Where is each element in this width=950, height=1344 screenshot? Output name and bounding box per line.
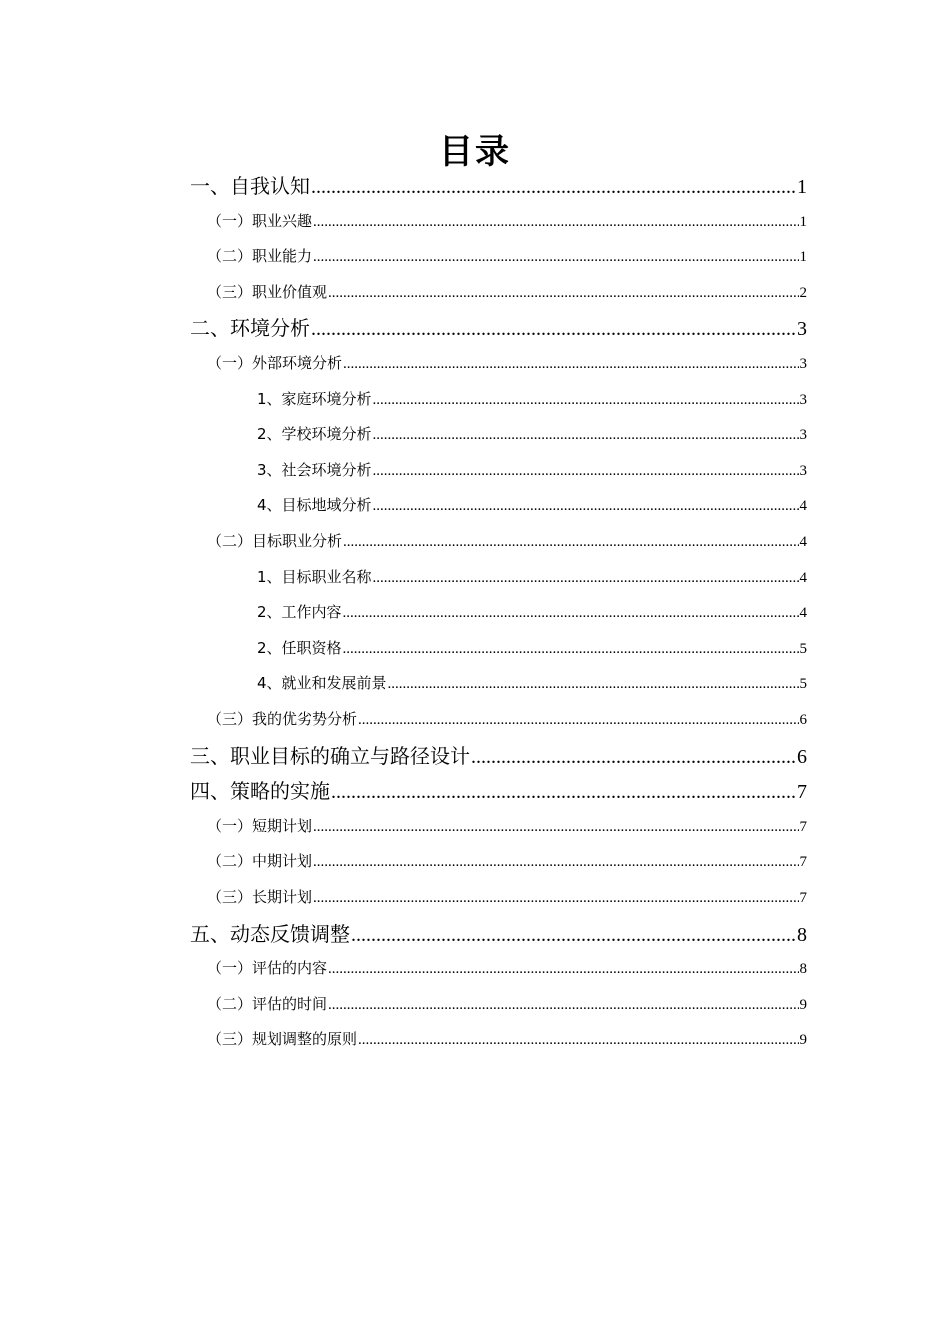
toc-entry-label: （二）中期计划 bbox=[207, 852, 313, 871]
toc-entry[interactable] bbox=[207, 210, 807, 231]
toc-dot-leader bbox=[373, 498, 799, 515]
toc-dot-leader bbox=[328, 285, 798, 302]
toc-entry[interactable] bbox=[190, 775, 807, 804]
toc-entry[interactable] bbox=[207, 245, 807, 266]
toc-entry-page-number: 4 bbox=[799, 498, 807, 515]
toc-entry-page-number: 7 bbox=[799, 890, 807, 906]
toc-entry-page-number: 1 bbox=[797, 176, 807, 198]
toc-entry-page-number: 1 bbox=[799, 249, 807, 266]
toc-entry-label: （三）规划调整的原则 bbox=[207, 1030, 358, 1049]
toc-entry-page-number: 6 bbox=[797, 745, 807, 768]
toc-entry[interactable] bbox=[207, 993, 807, 1014]
toc-entry-page-number: 9 bbox=[799, 996, 807, 1013]
toc-entry-label: （一）外部环境分析 bbox=[207, 354, 343, 372]
toc-entry[interactable] bbox=[257, 637, 807, 658]
toc-entry[interactable] bbox=[190, 170, 807, 199]
toc-entry-label: （二）职业能力 bbox=[207, 247, 313, 266]
toc-dot-leader bbox=[343, 641, 799, 658]
toc-dot-leader bbox=[351, 924, 796, 947]
toc-entry-label: （二）评估的时间 bbox=[207, 994, 328, 1013]
toc-entry-page-number: 4 bbox=[799, 569, 807, 586]
toc-dot-leader bbox=[373, 570, 799, 587]
toc-dot-leader bbox=[373, 427, 799, 444]
toc-entry-label: （二）目标职业分析 bbox=[207, 532, 343, 550]
toc-entry-page-number: 5 bbox=[799, 640, 807, 657]
toc-entry[interactable] bbox=[257, 601, 807, 622]
toc-entry-label: 3、社会环境分析 bbox=[257, 460, 372, 479]
toc-entry-label: 三、职业目标的确立与路径设计 bbox=[190, 743, 470, 768]
toc-entry-page-number: 3 bbox=[799, 427, 807, 444]
toc-entry[interactable] bbox=[207, 957, 807, 978]
toc-entry-label: 四、策略的实施 bbox=[190, 779, 330, 804]
toc-entry[interactable] bbox=[190, 312, 807, 341]
toc-dot-leader bbox=[343, 534, 798, 551]
toc-entry[interactable] bbox=[207, 352, 807, 373]
toc-entry-label: 1、目标职业名称 bbox=[257, 567, 372, 586]
toc-entry-page-number: 7 bbox=[799, 818, 807, 835]
toc-dot-leader bbox=[358, 1032, 798, 1049]
toc-entry-label: 1、家庭环境分析 bbox=[257, 389, 372, 408]
toc-entry-page-number: 8 bbox=[797, 923, 807, 946]
toc-entry-label: 五、动态反馈调整 bbox=[190, 921, 350, 946]
toc-entry-label: 2、任职资格 bbox=[257, 638, 342, 657]
toc-entry[interactable] bbox=[257, 566, 807, 587]
toc-dot-leader bbox=[331, 781, 796, 804]
toc-entry-page-number: 3 bbox=[797, 318, 807, 341]
toc-entry[interactable] bbox=[207, 708, 807, 729]
toc-entry[interactable] bbox=[207, 886, 807, 907]
toc-entry[interactable] bbox=[207, 281, 807, 302]
toc-dot-leader bbox=[328, 997, 798, 1014]
toc-entry-label: 2、工作内容 bbox=[257, 603, 342, 622]
toc-entry-page-number: 2 bbox=[799, 284, 807, 301]
toc-dot-leader bbox=[471, 746, 796, 769]
toc-entry[interactable] bbox=[207, 850, 807, 871]
toc-entry-page-number: 9 bbox=[799, 1032, 807, 1049]
toc-dot-leader bbox=[313, 819, 798, 836]
toc-entry-label: （一）短期计划 bbox=[207, 816, 313, 835]
toc-entry[interactable] bbox=[207, 815, 807, 836]
toc-entry-page-number: 7 bbox=[797, 781, 807, 804]
toc-entry-page-number: 1 bbox=[799, 213, 807, 230]
toc-entry[interactable] bbox=[257, 388, 807, 409]
toc-entry-label: 二、环境分析 bbox=[190, 316, 310, 341]
toc-entry-page-number: 5 bbox=[799, 676, 807, 693]
toc-entry-page-number: 8 bbox=[799, 961, 807, 978]
toc-entry-page-number: 3 bbox=[799, 391, 807, 408]
toc-entry[interactable] bbox=[207, 1028, 807, 1049]
toc-entry-page-number: 6 bbox=[799, 712, 807, 728]
toc-dot-leader bbox=[313, 854, 798, 871]
toc-entry-label: 4、就业和发展前景 bbox=[257, 674, 387, 693]
toc-dot-leader bbox=[328, 961, 798, 978]
toc-entry-page-number: 3 bbox=[799, 462, 807, 479]
toc-dot-leader bbox=[388, 676, 799, 693]
toc-title: 目录 bbox=[439, 132, 511, 172]
toc-dot-leader bbox=[343, 605, 799, 622]
toc-entry[interactable] bbox=[257, 459, 807, 480]
toc-entry-label: （三）我的优劣势分析 bbox=[207, 710, 358, 728]
toc-entry-page-number: 3 bbox=[799, 356, 807, 372]
toc-entry-label: （一）职业兴趣 bbox=[207, 211, 313, 230]
toc-entry-page-number: 4 bbox=[799, 605, 807, 622]
toc-dot-leader bbox=[311, 318, 796, 341]
toc-entry[interactable] bbox=[257, 494, 807, 515]
toc-entry[interactable] bbox=[257, 672, 807, 693]
toc-entry-label: （三）职业价值观 bbox=[207, 282, 328, 301]
toc-entry-label: （三）长期计划 bbox=[207, 888, 313, 906]
toc-entry[interactable] bbox=[257, 423, 807, 444]
toc-entry[interactable] bbox=[190, 740, 807, 769]
toc-entry-label: 2、学校环境分析 bbox=[257, 425, 372, 444]
toc-dot-leader bbox=[313, 249, 798, 266]
toc-dot-leader bbox=[311, 176, 796, 199]
toc-dot-leader bbox=[358, 712, 798, 729]
toc-dot-leader bbox=[373, 463, 799, 480]
toc-entry-label: （一）评估的内容 bbox=[207, 959, 328, 978]
toc-dot-leader bbox=[313, 890, 798, 907]
toc-dot-leader bbox=[343, 356, 798, 373]
toc-entry-page-number: 7 bbox=[799, 854, 807, 871]
toc-entry-page-number: 4 bbox=[799, 534, 807, 550]
toc-entry-label: 4、目标地域分析 bbox=[257, 496, 372, 515]
toc-entry-label: 一、自我认知 bbox=[190, 174, 310, 198]
toc-entry[interactable] bbox=[190, 918, 807, 947]
toc-dot-leader bbox=[373, 392, 799, 409]
toc-dot-leader bbox=[313, 214, 798, 231]
toc-entry[interactable] bbox=[207, 530, 807, 551]
